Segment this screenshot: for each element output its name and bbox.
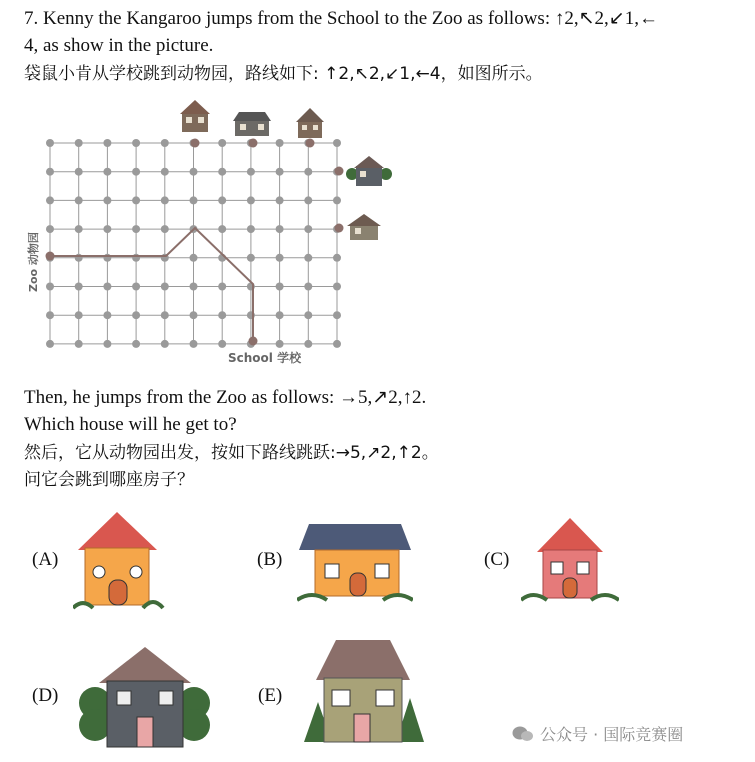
grid-dot — [304, 340, 312, 348]
grid-figure — [0, 0, 755, 380]
small-house-right-1 — [346, 156, 392, 186]
grid-dot — [247, 225, 255, 233]
grid-dot — [75, 283, 83, 291]
grid-dot — [75, 139, 83, 147]
option-d-house[interactable] — [77, 643, 212, 753]
grid-dot — [75, 196, 83, 204]
grid-dot — [132, 225, 140, 233]
option-a-house[interactable] — [73, 510, 168, 612]
question-line-1: 7. Kenny the Kangaroo jumps from the School to the Zoo as follows: ↑2,↖2,↙1,← — [24, 8, 658, 29]
grid-dot — [304, 311, 312, 319]
grid-dot — [333, 254, 341, 262]
grid-dot — [161, 225, 169, 233]
grid-dot — [218, 139, 226, 147]
watermark — [512, 722, 683, 745]
top-house-dot-1 — [191, 139, 200, 148]
grid-dot — [304, 168, 312, 176]
question-line-6-cn: 然后，它从动物园出发，按如下路线跳跃:→5,↗2,↑2。 — [24, 443, 439, 463]
grid-dot — [46, 196, 54, 204]
grid-dot — [276, 340, 284, 348]
grid-dot — [75, 340, 83, 348]
grid-dot — [333, 311, 341, 319]
grid-dot — [132, 283, 140, 291]
small-house-right-2 — [347, 214, 381, 240]
option-c-label[interactable]: (C) — [484, 549, 510, 570]
option-d-label[interactable]: (D) — [32, 685, 59, 706]
grid-dot — [132, 196, 140, 204]
option-e-label[interactable]: (E) — [258, 685, 283, 706]
grid-dot — [333, 139, 341, 147]
right-house-dot-2 — [335, 224, 344, 233]
grid-dot — [276, 139, 284, 147]
question-line-5: Which house will he get to? — [24, 414, 237, 435]
zoo-dot — [46, 252, 55, 261]
question-line-7-cn: 问它会跳到哪座房子？ — [24, 470, 194, 490]
grid-dot — [132, 340, 140, 348]
grid-dot — [132, 139, 140, 147]
grid-dot — [276, 196, 284, 204]
option-c-house[interactable] — [521, 516, 619, 604]
option-e-house[interactable] — [296, 632, 430, 750]
grid-dot — [161, 340, 169, 348]
question-line-2: 4, as show in the picture. — [24, 35, 214, 56]
grid-dot — [304, 283, 312, 291]
zoo-label: Zoo 动物园 — [27, 232, 40, 292]
grid-dot — [46, 340, 54, 348]
question-line-4: Then, he jumps from the Zoo as follows: →5,↗2,↑2. — [24, 387, 427, 408]
grid-dot — [46, 311, 54, 319]
school-label: School 学校 — [228, 351, 302, 365]
grid-dot — [103, 196, 111, 204]
grid-dot — [304, 254, 312, 262]
grid-dot — [103, 340, 111, 348]
grid-dot — [190, 283, 198, 291]
grid-dot — [161, 139, 169, 147]
grid-dot — [132, 311, 140, 319]
grid-dot — [247, 168, 255, 176]
grid-dot — [190, 168, 198, 176]
small-house-top-1 — [180, 100, 210, 132]
grid-dot — [276, 168, 284, 176]
grid-dot — [103, 139, 111, 147]
grid-dot — [190, 311, 198, 319]
grid-dot — [247, 254, 255, 262]
school-dot — [249, 337, 258, 346]
grid-dot — [132, 168, 140, 176]
grid-dot — [161, 196, 169, 204]
grid-dot — [333, 340, 341, 348]
grid-dot — [75, 254, 83, 262]
grid-dot — [75, 225, 83, 233]
option-b-label[interactable]: (B) — [257, 549, 283, 570]
question-line-3-cn: 袋鼠小肯从学校跳到动物园，路线如下: ↑2,↖2,↙1,←4，如图所示。 — [24, 64, 543, 84]
grid-dot — [161, 283, 169, 291]
grid-dot — [75, 168, 83, 176]
grid-dot — [46, 225, 54, 233]
top-house-dot-2 — [249, 139, 258, 148]
grid-dot — [103, 283, 111, 291]
grid-dot — [304, 225, 312, 233]
grid-dot — [218, 311, 226, 319]
small-house-top-2 — [233, 112, 271, 136]
grid-dot — [276, 311, 284, 319]
grid-dot — [333, 283, 341, 291]
watermark-text: 公众号 · 国际竞赛圈 — [540, 725, 684, 744]
grid-dot — [161, 168, 169, 176]
grid-dot — [218, 225, 226, 233]
grid-dot — [218, 168, 226, 176]
option-b-house[interactable] — [297, 518, 413, 603]
grid-dot — [161, 311, 169, 319]
grid-dot — [190, 340, 198, 348]
grid-dot — [276, 254, 284, 262]
grid-dot — [132, 254, 140, 262]
grid-dot — [190, 196, 198, 204]
top-house-dot-3 — [306, 139, 315, 148]
grid-dot — [276, 283, 284, 291]
grid-dot — [333, 196, 341, 204]
grid-dot — [218, 340, 226, 348]
grid-dot — [103, 311, 111, 319]
grid-dot — [276, 225, 284, 233]
small-house-top-3 — [296, 108, 324, 138]
grid-dot — [190, 254, 198, 262]
grid-dot — [218, 283, 226, 291]
option-a-label[interactable]: (A) — [32, 549, 59, 570]
grid-dot — [103, 225, 111, 233]
grid-dot — [304, 196, 312, 204]
grid-dot — [218, 196, 226, 204]
grid-dot — [46, 168, 54, 176]
grid-dot — [46, 283, 54, 291]
grid-dot — [75, 311, 83, 319]
grid-dot — [103, 254, 111, 262]
wechat-icon — [512, 725, 534, 743]
grid-dot — [247, 196, 255, 204]
grid-dot — [103, 168, 111, 176]
right-house-dot-1 — [335, 167, 344, 176]
grid-dot — [46, 139, 54, 147]
